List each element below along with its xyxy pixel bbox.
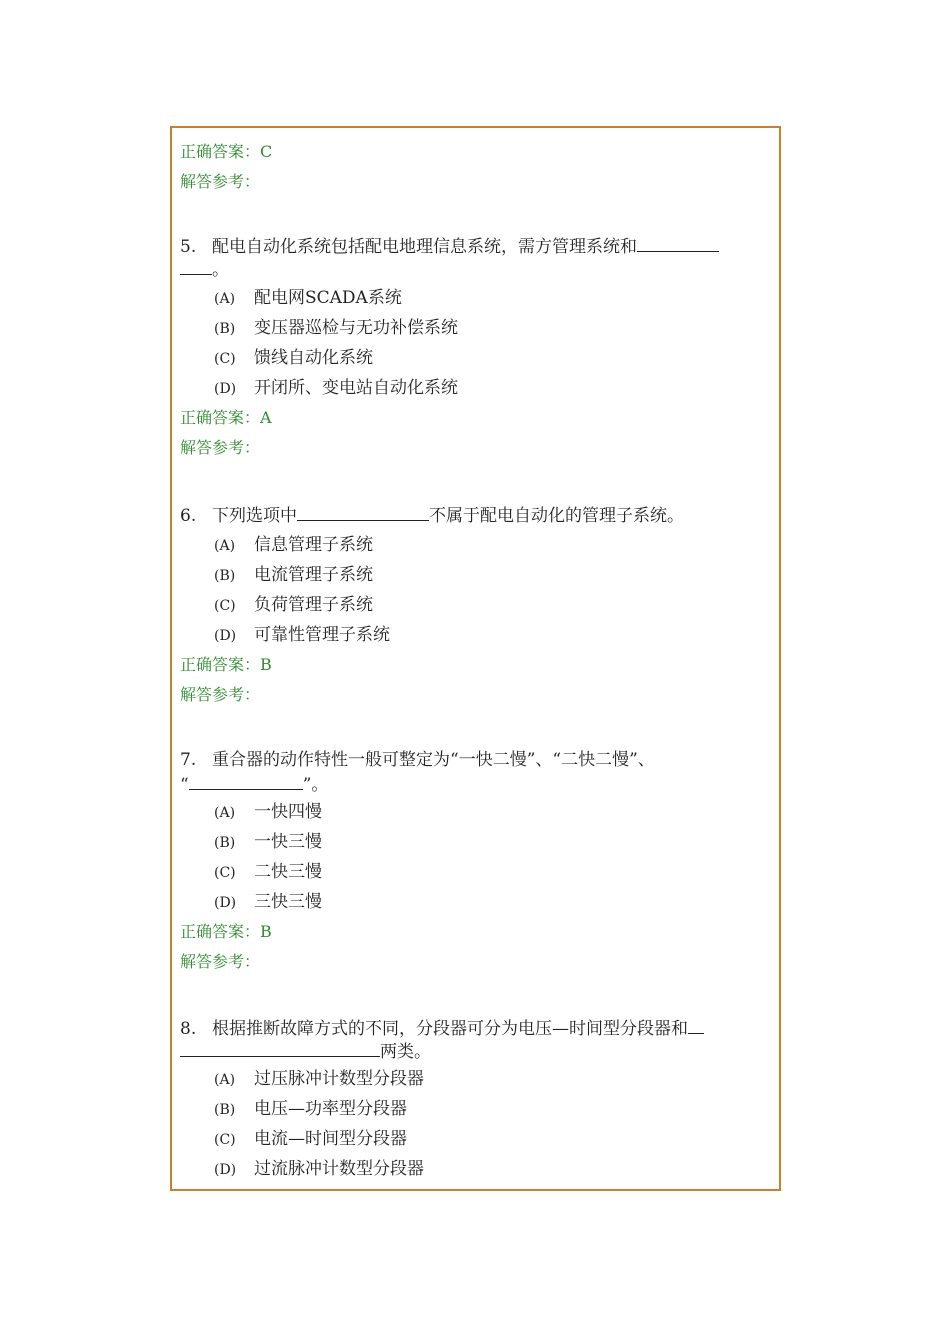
option-text: 过压脉冲计数型分段器 xyxy=(254,1069,424,1089)
option-a[interactable] xyxy=(214,1068,424,1091)
question-number: 8. xyxy=(180,1019,197,1039)
correct-answer: 正确答案：A xyxy=(180,408,272,427)
option-label: (B) xyxy=(214,568,236,584)
question-6 xyxy=(180,504,684,527)
option-text: 三快三慢 xyxy=(254,892,322,912)
option-d[interactable] xyxy=(214,1158,424,1181)
question-7-cont xyxy=(180,773,328,796)
option-text: 一快四慢 xyxy=(254,802,322,822)
option-c[interactable] xyxy=(214,1128,407,1151)
option-text: 可靠性管理子系统 xyxy=(254,625,390,645)
question-number: 6. xyxy=(180,506,197,526)
option-a[interactable] xyxy=(214,534,373,557)
option-label: (A) xyxy=(214,291,236,307)
option-label: (D) xyxy=(214,381,237,397)
answer-blank xyxy=(180,1040,380,1057)
question-text: 配电自动化系统包括配电地理信息系统，需方管理系统和 xyxy=(212,237,637,257)
reference: 解答参考： xyxy=(180,438,261,457)
question-text: 下列选项中 xyxy=(212,506,297,526)
option-text: 过流脉冲计数型分段器 xyxy=(254,1159,424,1179)
reference: 解答参考： xyxy=(180,952,261,971)
question-text: 两类。 xyxy=(380,1042,431,1062)
option-label: (B) xyxy=(214,835,236,851)
option-label: (A) xyxy=(214,538,236,554)
option-b[interactable] xyxy=(214,1098,407,1121)
option-d[interactable] xyxy=(214,624,390,647)
question-5 xyxy=(180,235,719,258)
answer-blank xyxy=(688,1017,704,1034)
option-text: 一快三慢 xyxy=(254,832,322,852)
question-5-cont xyxy=(180,258,229,281)
question-8-cont xyxy=(180,1040,431,1063)
question-text: 根据推断故障方式的不同，分段器可分为电压—时间型分段器和 xyxy=(212,1019,688,1039)
option-d[interactable] xyxy=(214,891,322,914)
answer-blank xyxy=(189,773,303,790)
option-c[interactable] xyxy=(214,347,373,370)
question-text: 。 xyxy=(212,260,229,280)
option-text: 负荷管理子系统 xyxy=(254,595,373,615)
question-7 xyxy=(180,749,655,771)
correct-answer-prev: 正确答案：C xyxy=(180,142,273,161)
answer-blank xyxy=(180,258,212,275)
close-quote: ”。 xyxy=(302,775,329,795)
question-text: 不属于配电自动化的管理子系统。 xyxy=(429,506,684,526)
option-b[interactable] xyxy=(214,317,458,340)
option-text: 电压—功率型分段器 xyxy=(254,1099,407,1119)
option-a[interactable] xyxy=(214,287,402,310)
question-panel xyxy=(170,126,781,1191)
option-label: (D) xyxy=(214,1162,237,1178)
question-8 xyxy=(180,1017,704,1040)
option-label: (C) xyxy=(214,865,236,881)
question-number: 5. xyxy=(180,237,197,257)
option-c[interactable] xyxy=(214,861,322,884)
option-label: (D) xyxy=(214,895,237,911)
option-text: 电流管理子系统 xyxy=(254,565,373,585)
question-number: 7. xyxy=(180,750,197,770)
option-text: 馈线自动化系统 xyxy=(254,348,373,368)
option-b[interactable] xyxy=(214,564,373,587)
option-text: 变压器巡检与无功补偿系统 xyxy=(254,318,458,338)
option-label: (B) xyxy=(214,1102,236,1118)
option-label: (A) xyxy=(214,1072,236,1088)
question-text: 重合器的动作特性一般可整定为“一快二慢”、“二快二慢”、 xyxy=(212,750,655,770)
option-label: (C) xyxy=(214,1132,236,1148)
option-text: 开闭所、变电站自动化系统 xyxy=(254,378,458,398)
option-text: 二快三慢 xyxy=(254,862,322,882)
option-label: (D) xyxy=(214,628,237,644)
answer-blank xyxy=(637,235,719,252)
option-a[interactable] xyxy=(214,801,322,824)
reference: 解答参考： xyxy=(180,685,261,704)
option-text: 信息管理子系统 xyxy=(254,535,373,555)
correct-answer: 正确答案：B xyxy=(180,922,272,941)
answer-blank xyxy=(297,504,429,521)
correct-answer: 正确答案：B xyxy=(180,655,272,674)
option-d[interactable] xyxy=(214,377,458,400)
option-label: (B) xyxy=(214,321,236,337)
option-text: 配电网SCADA系统 xyxy=(254,288,402,308)
option-label: (A) xyxy=(214,805,236,821)
reference-prev: 解答参考： xyxy=(180,172,261,191)
option-b[interactable] xyxy=(214,831,322,854)
option-c[interactable] xyxy=(214,594,373,617)
option-label: (C) xyxy=(214,351,236,367)
open-quote: “ xyxy=(180,775,189,795)
option-text: 电流—时间型分段器 xyxy=(254,1129,407,1149)
option-label: (C) xyxy=(214,598,236,614)
